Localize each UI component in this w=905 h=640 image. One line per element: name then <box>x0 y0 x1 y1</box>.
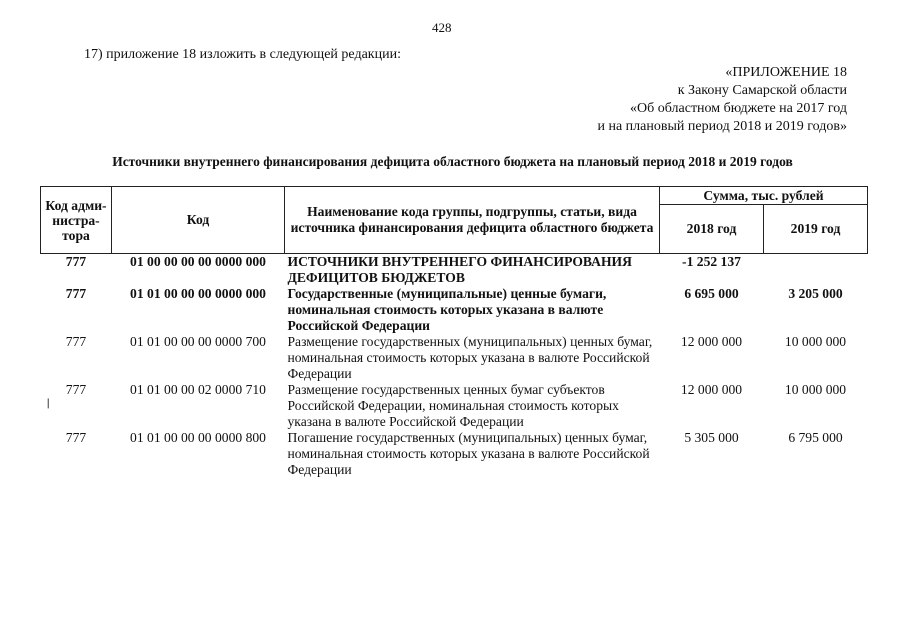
appendix-line: «ПРИЛОЖЕНИЕ 18 <box>725 65 847 80</box>
budget-table <box>40 186 868 478</box>
instruction-text: 17) приложение 18 изложить в следующей редакции: <box>84 47 401 62</box>
table-row <box>41 254 868 287</box>
cell-code: 01 01 00 00 00 0000 800 <box>130 430 266 445</box>
cell-amount-2018: 5 305 000 <box>684 430 739 445</box>
cell-amount-2019: 10 000 000 <box>784 334 847 349</box>
cell-amount-2019: 6 795 000 <box>788 430 843 445</box>
cell-code: 01 01 00 00 02 0000 710 <box>130 382 266 397</box>
header-name: Наименование кода группы, подгруппы, статьи, вида источника финансирования дефицита областного бюджета <box>285 187 660 254</box>
cell-code: 01 01 00 00 00 0000 700 <box>130 334 266 349</box>
cell-amount-2018: 6 695 000 <box>684 286 739 301</box>
table-row <box>41 430 868 478</box>
appendix-line: к Закону Самарской области <box>677 83 847 98</box>
table-header <box>41 187 868 254</box>
scan-mark: ❘ <box>44 398 53 409</box>
header-code: Код <box>112 187 285 254</box>
cell-name: ИСТОЧНИКИ ВНУТРЕННЕГО ФИНАНСИРОВАНИЯ ДЕФИЦИТОВ БЮДЖЕТОВ <box>287 254 632 285</box>
header-sum: Сумма, тыс. рублей <box>660 187 868 205</box>
cell-name: Государственные (муниципальные) ценные бумаги, номинальная стоимость которых указана в валюте Российской Федерации <box>287 286 607 333</box>
header-year-2018: 2018 год <box>660 205 764 254</box>
cell-admin-code: 777 <box>65 382 87 397</box>
page-number: 428 <box>432 20 452 35</box>
cell-amount-2018: 12 000 000 <box>680 334 743 349</box>
cell-amount-2018: 12 000 000 <box>680 382 743 397</box>
table-body <box>41 254 868 479</box>
cell-amount-2018: -1 252 137 <box>682 254 741 269</box>
cell-name: Погашение государственных (муниципальных) ценных бумаг, номинальная стоимость которых указана в валюте Российской Федерации <box>287 430 650 477</box>
cell-amount-2019: 3 205 000 <box>788 286 843 301</box>
header-admin-code: Код адми-нистра-тора <box>41 187 112 254</box>
cell-code: 01 01 00 00 00 0000 000 <box>130 286 266 301</box>
appendix-reference <box>527 64 847 136</box>
cell-admin-code: 777 <box>65 286 87 301</box>
appendix-line: «Об областном бюджете на 2017 год <box>630 101 847 116</box>
cell-admin-code: 777 <box>65 254 87 269</box>
cell-admin-code: 777 <box>65 430 87 445</box>
cell-admin-code: 777 <box>65 334 87 349</box>
appendix-line: и на плановый период 2018 и 2019 годов» <box>597 119 847 134</box>
cell-amount-2019 <box>764 254 868 287</box>
header-year-2019: 2019 год <box>764 205 868 254</box>
table-row <box>41 382 868 430</box>
cell-name: Размещение государственных (муниципальных) ценных бумаг, номинальная стоимость которых указана в валюте Российской Федерации <box>287 334 653 381</box>
cell-name: Размещение государственных ценных бумаг субъектов Российской Федерации, номинальная стоимость которых указана в валюте Российской Федерации <box>287 382 619 429</box>
table-row <box>41 334 868 382</box>
cell-code: 01 00 00 00 00 0000 000 <box>130 254 266 269</box>
document-title: Источники внутреннего финансирования дефицита областного бюджета на плановый период 2018 и 2019 годов <box>112 154 793 169</box>
cell-amount-2019: 10 000 000 <box>784 382 847 397</box>
table-row <box>41 286 868 334</box>
